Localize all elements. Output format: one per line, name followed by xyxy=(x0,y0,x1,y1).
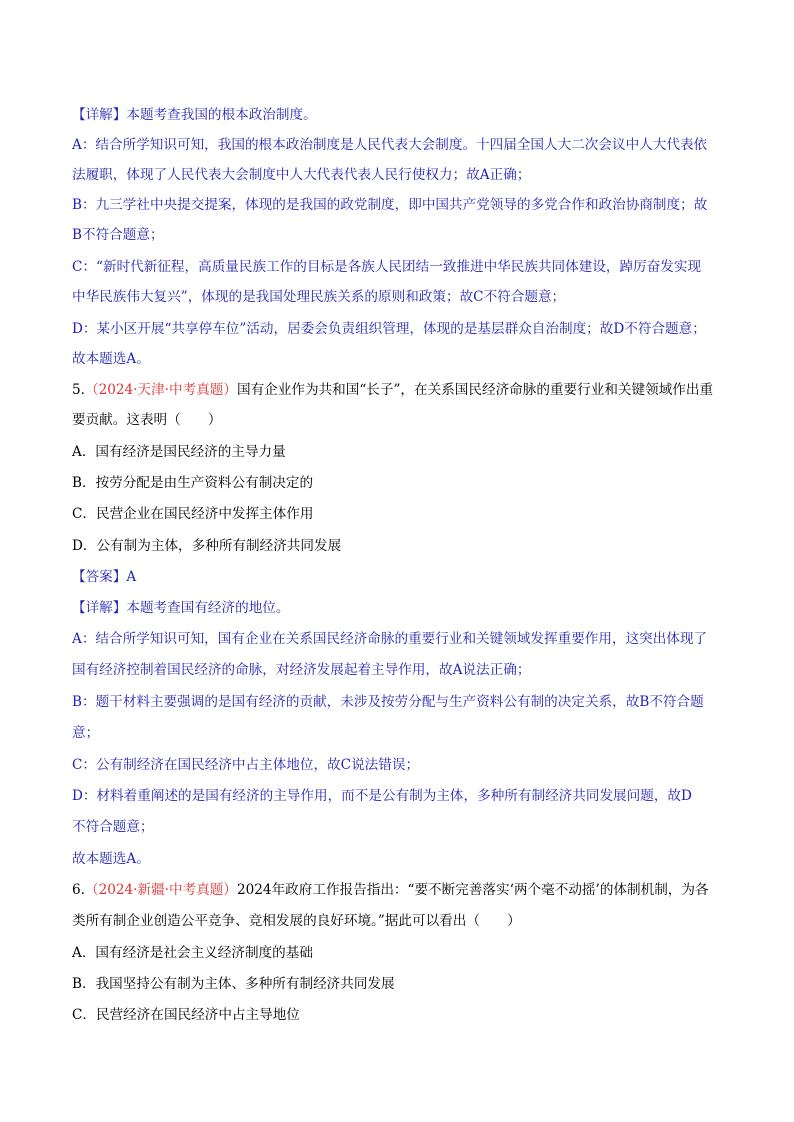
explain-q4-option-c: C：“新时代新征程，高质量民族工作的目标是各族人民团结一致推进中华民族共同体建设，踔厉奋发实现 xyxy=(72,259,702,275)
explain-q4-option-b: B：九三学社中央提交提案，体现的是我国的政党制度，即中国共产党领导的多党合作和政治协商制度；故 xyxy=(72,197,708,213)
explain-q4-option-a: A：结合所学知识可知，我国的根本政治制度是人民代表大会制度。十四届全国人大二次会议中人大代表依 xyxy=(72,137,708,153)
question-5-option-c: C．民营企业在国民经济中发挥主体作用 xyxy=(72,506,314,522)
question-5-explain-d-cont: 不符合题意； xyxy=(72,819,154,835)
explain-q4-option-c-cont: 中华民族伟大复兴”，体现的是我国处理民族关系的原则和政策；故C不符合题意； xyxy=(72,289,566,305)
question-5-conclusion: 故本题选A。 xyxy=(72,851,150,867)
question-6-option-b: B．我国坚持公有制为主体、多种所有制经济共同发展 xyxy=(72,976,395,992)
question-6-stem-text: 2024年政府工作报告指出：“要不断完善落实‘两个毫不动摇’的体制机制，为各 xyxy=(236,882,709,898)
question-5-explain-title: 【详解】本题考查国有经济的地位。 xyxy=(72,600,290,616)
question-5-explain-c: C：公有制经济在国民经济中占主体地位，故C说法错误； xyxy=(72,757,420,773)
explain-q4-option-d: D：某小区开展“共享停车位”活动，居委会负责组织管理，体现的是基层群众自治制度；故D不符合题意； xyxy=(72,321,706,337)
question-5-option-a: A．国有经济是国民经济的主导力量 xyxy=(72,444,286,460)
question-5-explain-b: B：题干材料主要强调的是国有经济的贡献，未涉及按劳分配与生产资料公有制的决定关系，故B不符合题 xyxy=(72,694,704,710)
question-5-explain-d: D：材料着重阐述的是国有经济的主导作用，而不是公有制为主体，多种所有制经济共同发展问题，故D xyxy=(72,788,692,804)
question-6-option-a: A．国有经济是社会主义经济制度的基础 xyxy=(72,945,313,961)
question-5-explain-a-cont: 国有经济控制着国民经济的命脉，对经济发展起着主导作用，故A说法正确； xyxy=(72,662,531,678)
explain-q4-option-a-cont: 法履职，体现了人民代表大会制度中人大代表代表人民行使权力；故A正确； xyxy=(72,167,531,183)
explain-q4-option-b-cont: B不符合题意； xyxy=(72,227,164,243)
question-6-stem xyxy=(72,881,727,899)
question-5-option-b: B．按劳分配是由生产资料公有制决定的 xyxy=(72,475,314,491)
explain-q4-conclusion: 故本题选A。 xyxy=(72,351,150,367)
explain-q4-title: 【详解】本题考查我国的根本政治制度。 xyxy=(72,107,317,123)
question-5-stem-text: 国有企业作为共和国“长子”，在关系国民经济命脉的重要行业和关键领域作出重 xyxy=(236,382,714,398)
question-5-stem-cont: 要贡献。这表明（ ） xyxy=(72,412,222,428)
question-6-option-c: C．民营经济在国民经济中占主导地位 xyxy=(72,1007,300,1023)
question-5-stem xyxy=(72,381,727,399)
question-5-source: （2024·天津·中考真题） xyxy=(84,382,237,398)
question-5-explain-b-cont: 意； xyxy=(72,725,100,741)
question-6-number: 6. xyxy=(72,882,85,898)
question-5-explain-a: A：结合所学知识可知，国有企业在关系国民经济命脉的重要行业和关键领域发挥重要作用，这突出体现了 xyxy=(72,631,708,647)
question-5-answer: 【答案】A xyxy=(72,569,137,585)
question-6-source: （2024·新疆·中考真题） xyxy=(84,882,237,898)
question-5-number: 5. xyxy=(72,382,85,398)
question-5-option-d: D．公有制为主体，多种所有制经济共同发展 xyxy=(72,538,342,554)
question-6-stem-cont: 类所有制企业创造公平竞争、竞相发展的良好环境。”据此可以看出（ ） xyxy=(72,913,521,929)
